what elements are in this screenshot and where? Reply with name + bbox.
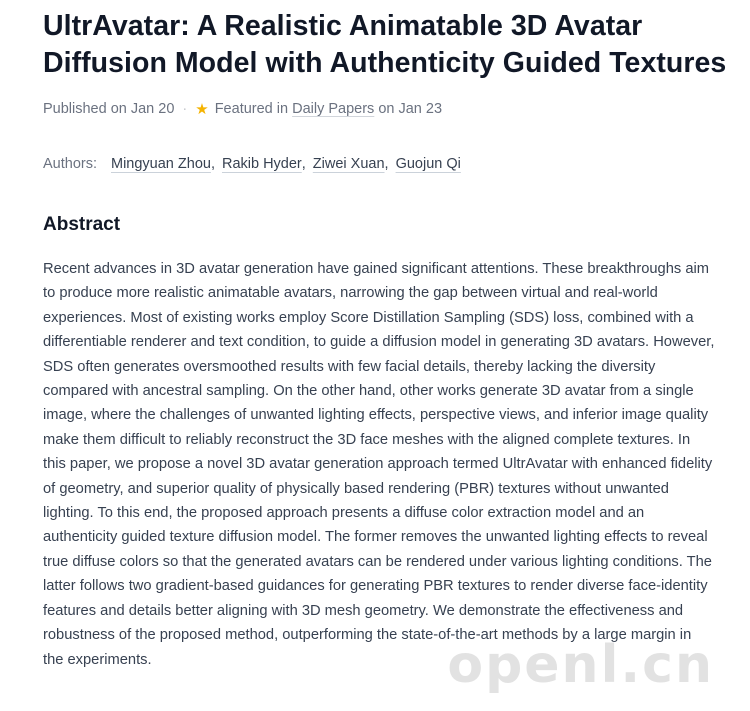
featured-prefix: Featured in bbox=[214, 101, 289, 117]
authors-row: Authors: Mingyuan Zhou , Rakib Hyder , Ziwei Xuan , Guojun Qi bbox=[43, 156, 461, 172]
paper-meta bbox=[43, 98, 733, 120]
author-link[interactable]: Rakib Hyder bbox=[221, 156, 302, 172]
paper-title: UltrAvatar: A Realistic Animatable 3D Avatar Diffusion Model with Authenticity Guided Textures bbox=[43, 10, 727, 79]
author-link[interactable]: Mingyuan Zhou bbox=[111, 156, 211, 172]
paper-page bbox=[43, 8, 733, 687]
daily-papers-link[interactable]: Daily Papers bbox=[292, 101, 375, 117]
abstract-heading: Abstract bbox=[43, 214, 121, 235]
featured-date: on Jan 23 bbox=[378, 101, 443, 117]
abstract-text: Recent advances in 3D avatar generation have gained significant attentions. These breakthroughs aim to produce more realistic animatable avatars, narrowing the gap between virtual and real-world experiences. Most of existing works employ Score Distillation Sampling (SDS) loss, combined with a differentiable renderer and text condition, to guide a diffusion model in generating 3D avatars. However, SDS often generates oversmoothed results with few facial details, thereby lacking the diversity compared with ancestral sampling. On the other hand, other works generate 3D avatar from a single image, where the challenges of unwanted lighting effects, perspective views, and inferior image quality make them difficult to reliably reconstruct the 3D face meshes with the aligned complete textures. In this paper, we propose a novel 3D avatar generation approach termed UltrAvatar with enhanced fidelity of geometry, and superior quality of physically based rendering (PBR) textures without unwanted lighting. To this end, the proposed approach presents a diffuse color extraction model and an authenticity guided texture diffusion model. The former removes the unwanted lighting effects to reveal true diffuse colors so that the generated avatars can be rendered under various lighting conditions. The latter follows two gradient-based guidances for generating PBR textures to render diverse face-identity features and details better aligning with 3D mesh geometry. We demonstrate the effectiveness and robustness of the proposed method, outperforming the state-of-the-art methods by a large margin in the experiments. bbox=[43, 261, 715, 668]
star-icon: ★ bbox=[195, 101, 209, 118]
author-link[interactable]: Ziwei Xuan bbox=[312, 156, 385, 172]
author-link[interactable]: Guojun Qi bbox=[395, 156, 461, 172]
watermark: openl.cn bbox=[447, 635, 714, 695]
meta-separator: · bbox=[182, 101, 188, 117]
authors-label: Authors: bbox=[43, 156, 97, 172]
published-date: Published on Jan 20 bbox=[43, 101, 175, 117]
